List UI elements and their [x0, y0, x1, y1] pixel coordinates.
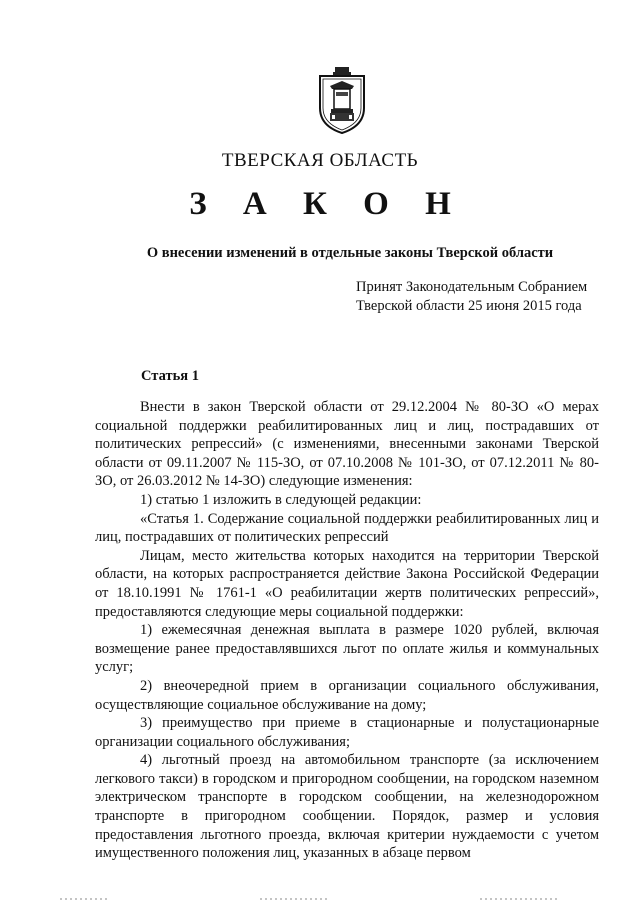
article-paragraph: Внести в закон Тверской области от 29.12.2004 № 80-ЗО «О мерах социальной поддержки реабилитированных лиц и лиц, пострадавших от политических репрессий» (с изменениями, внесенными законами Тверской области от 09.11.2007 № 115-ЗО, от 07.10.2008 № 101-ЗО, от 07.12.2011 № 80-ЗО, от 26.03.2012 № 14-ЗО) следующие изменения:: [95, 399, 599, 490]
article-paragraph: 4) льготный проезд на автомобильном транспорте (за исключением легкового такси) в городском и пригородном сообщении, на городском наземном электрическом транспорте в городском сообщении, на железнодорожном транспорте в пригородном сообщении. Порядок, размер и условия предоставления льготного проезда, включая критерии нуждаемости с учетом имущественного положения лиц, указанных в абзаце первом: [95, 752, 599, 862]
adoption-note: [356, 278, 606, 315]
law-title: З А К О Н: [189, 186, 465, 222]
coat-of-arms-icon: [317, 66, 367, 134]
article-body: [95, 398, 599, 863]
law-subject: О внесении изменений в отдельные законы Тверской области: [146, 245, 554, 261]
article-paragraph: 1) статью 1 изложить в следующей редакции:: [140, 491, 422, 508]
article-heading: Статья 1: [141, 368, 199, 384]
adoption-line-1: Принят Законодательным Собранием: [356, 279, 588, 295]
article-paragraph: 2) внеочередной прием в организации социального обслуживания, осуществляющие социальное обслуживание на дому;: [95, 677, 599, 713]
article-paragraph: 1) ежемесячная денежная выплата в размере 1020 рублей, включая возмещение ранее предоставлявшихся льгот по оплате жилья и коммунальных услуг;: [95, 622, 599, 676]
scan-artifact-marks: [0, 885, 640, 905]
article-paragraph: «Статья 1. Содержание социальной поддержки реабилитированных лиц и лиц, пострадавших от политических репрессий: [95, 510, 599, 546]
adoption-line-2: Тверской области 25 июня 2015 года: [356, 297, 582, 314]
region-name: ТВЕРСКАЯ ОБЛАСТЬ: [221, 150, 419, 171]
article-paragraph: Лицам, место жительства которых находится на территории Тверской области, на которых распространяется действие Закона Российской Федерации от 18.10.1991 № 1761-1 «О реабилитации жертв политических репрессий», предоставляются следующие меры социальной поддержки:: [95, 547, 599, 620]
article-paragraph: 3) преимущество при приеме в стационарные и полустационарные организации социального обслуживания;: [95, 715, 599, 750]
